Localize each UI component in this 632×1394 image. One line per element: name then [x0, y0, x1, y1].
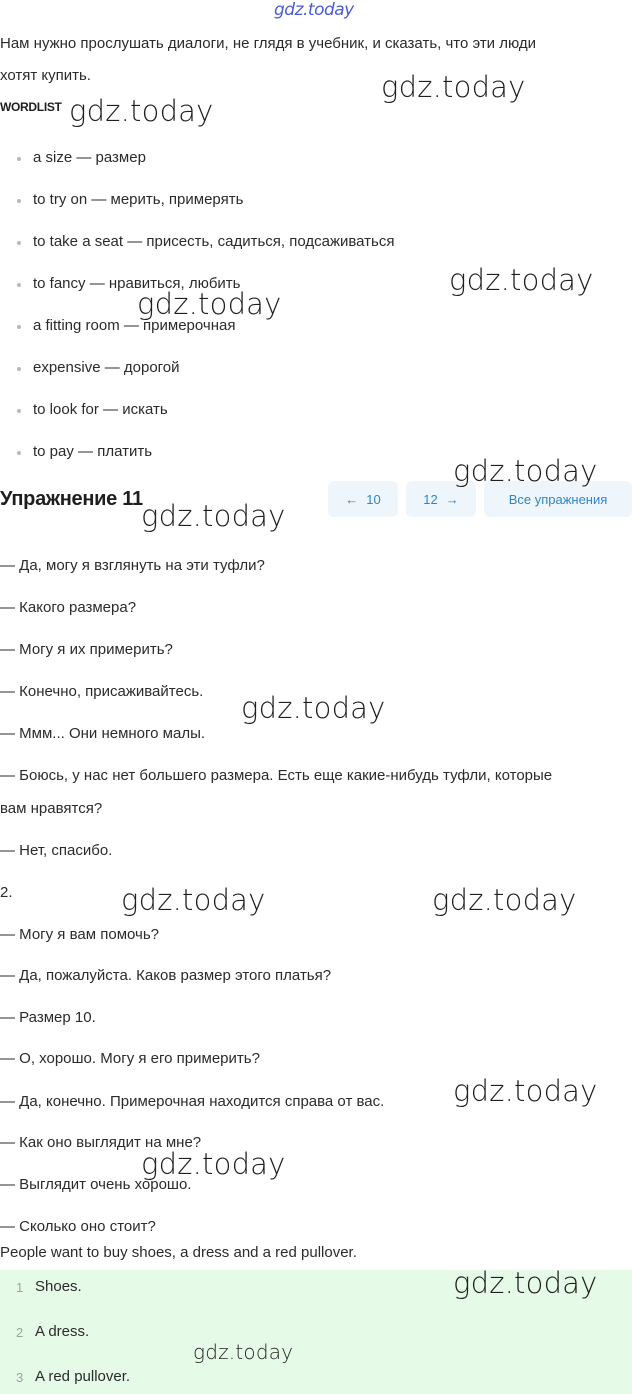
watermark: gdz.today	[453, 1074, 598, 1108]
dialogue-line: — Да, могу я взглянуть на эти туфли?	[0, 557, 265, 574]
dialogue-line: — Ммм... Они немного малы.	[0, 725, 206, 742]
watermark: gdz.today	[137, 287, 282, 321]
dialogue-line: — Да, конечно. Примерочная находится справа от вас.	[0, 1093, 385, 1110]
dialogue-line: — Какого размера?	[0, 599, 137, 616]
wordlist-item: a size — размер	[33, 149, 146, 166]
answer-number: 1	[16, 1280, 24, 1295]
wordlist-item: a fitting room — примерочная	[33, 317, 236, 334]
watermark: gdz.today	[193, 1340, 294, 1364]
watermark: gdz.today	[69, 94, 214, 128]
answer-text: A dress.	[35, 1323, 90, 1340]
dialogue-line: вам нравятся?	[0, 800, 103, 817]
watermark: gdz.today	[121, 883, 266, 917]
dialogue-line: — Размер 10.	[0, 1009, 96, 1026]
wordlist-item: to take a seat — присесть, садиться, подсаживаться	[33, 233, 395, 250]
dialogue-line: — Выглядит очень хорошо.	[0, 1176, 192, 1193]
site-logo[interactable]: gdz.today	[274, 0, 354, 20]
bullet-icon	[17, 325, 21, 329]
dialogue-line: — Сколько оно стоит?	[0, 1218, 156, 1235]
dialogue-line: — Могу я их примерить?	[0, 641, 173, 658]
intro-line-1: Нам нужно прослушать диалоги, не глядя в учебник, и сказать, что эти люди	[0, 35, 537, 52]
bullet-icon	[17, 283, 21, 287]
bullet-icon	[17, 199, 21, 203]
answer-text: Shoes.	[35, 1278, 82, 1295]
exercise-title: Упражнение 11	[0, 488, 143, 510]
answer-number: 3	[16, 1370, 24, 1385]
next-exercise-label: 12	[423, 491, 438, 507]
prev-exercise-button[interactable]	[328, 481, 398, 517]
watermark: gdz.today	[453, 1266, 598, 1300]
dialogue-line: — Боюсь, у нас нет большего размера. Есть еще какие-нибудь туфли, которые	[0, 767, 553, 784]
wordlist-item: to try on — мерить, примерять	[33, 191, 244, 208]
arrow-right-icon: →	[445, 491, 459, 507]
answer-number: 2	[16, 1325, 24, 1340]
wordlist-item: expensive — дорогой	[33, 359, 180, 376]
watermark: gdz.today	[449, 263, 594, 297]
answer-text: A red pullover.	[35, 1368, 131, 1385]
dialogue-line: — Могу я вам помочь?	[0, 926, 159, 943]
bullet-icon	[17, 409, 21, 413]
prev-exercise-label: 10	[366, 491, 381, 507]
bullet-icon	[17, 241, 21, 245]
watermark: gdz.today	[141, 499, 286, 533]
dialogue-line: — Нет, спасибо.	[0, 842, 113, 859]
wordlist-item: to look for — искать	[33, 401, 168, 418]
dialogue-line: — Конечно, присаживайтесь.	[0, 683, 204, 700]
watermark: gdz.today	[432, 883, 577, 917]
watermark: gdz.today	[141, 1147, 286, 1181]
intro-line-2: хотят купить.	[0, 67, 91, 84]
wordlist-item: to fancy — нравиться, любить	[33, 275, 241, 292]
watermark: gdz.today	[241, 691, 386, 725]
dialogue-line: — Да, пожалуйста. Каков размер этого платья?	[0, 967, 332, 984]
bullet-icon	[17, 157, 21, 161]
answer-summary: People want to buy shoes, a dress and a red pullover.	[0, 1244, 357, 1261]
wordlist-label: WORDLIST	[0, 100, 62, 114]
bullet-icon	[17, 451, 21, 455]
dialogue-line: — Как оно выглядит на мне?	[0, 1134, 202, 1151]
all-exercises-label: Все упражнения	[508, 491, 608, 507]
bullet-icon	[17, 367, 21, 371]
wordlist-item: to pay — платить	[33, 443, 153, 460]
dialogue-line: — О, хорошо. Могу я его примерить?	[0, 1050, 260, 1067]
dialogue-2-number: 2.	[0, 884, 13, 901]
watermark: gdz.today	[453, 454, 598, 488]
watermark: gdz.today	[381, 70, 526, 104]
arrow-left-icon: ←	[345, 491, 359, 507]
